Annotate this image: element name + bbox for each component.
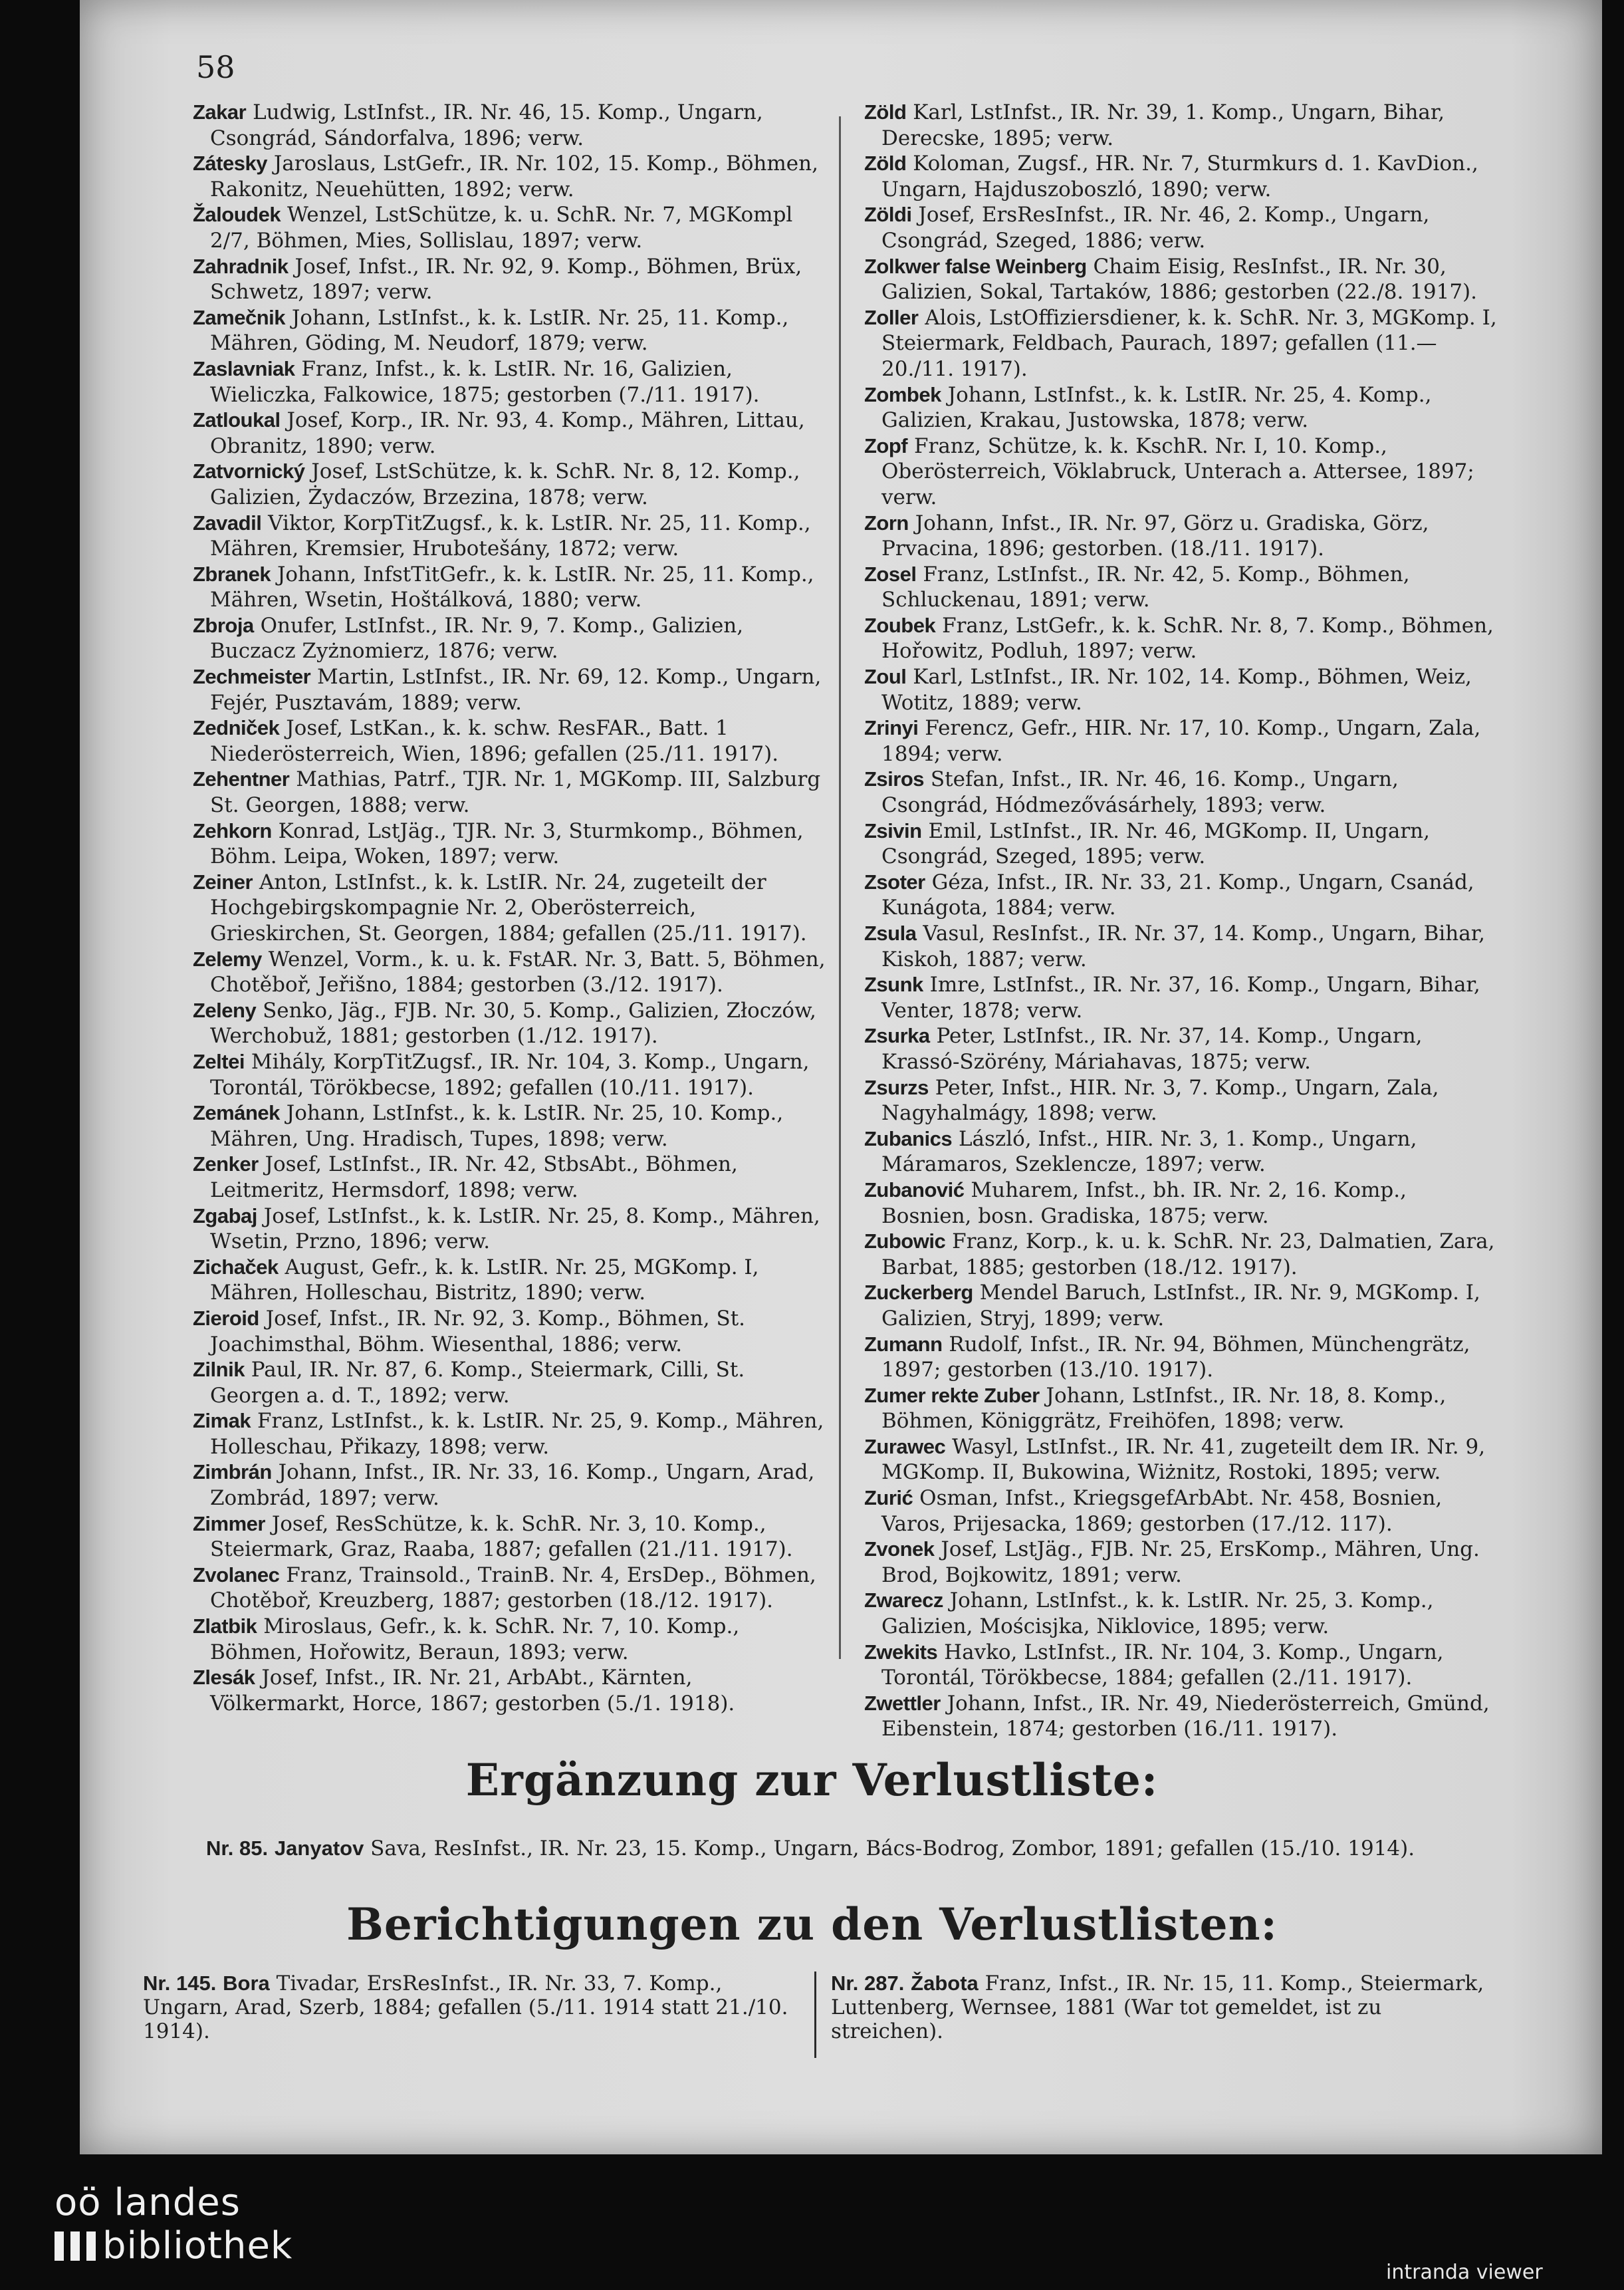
list-entry bbox=[193, 1255, 828, 1306]
entry-details: Franz, LstGefr., k. k. SchR. Nr. 8, 7. Komp., Böhmen, Hořowitz, Podluh, 1897; verw. bbox=[881, 613, 1494, 664]
entry-surname: Zosel bbox=[864, 562, 917, 586]
entry-details: Josef, LstJäg., FJB. Nr. 25, ErsKomp., Mähren, Ung. Brod, Bojkowitz, 1891; verw. bbox=[881, 1537, 1480, 1587]
entry-details: Rudolf, Infst., IR. Nr. 94, Böhmen, Münchengrätz, 1897; gestorben (13./10. 1917). bbox=[881, 1332, 1470, 1382]
list-entry bbox=[864, 921, 1499, 972]
entry-details: Martin, LstInfst., IR. Nr. 69, 12. Komp., Ungarn, Fejér, Pusztavám, 1889; verw. bbox=[210, 665, 822, 715]
supplement-text: Sava, ResInfst., IR. Nr. 23, 15. Komp., Ungarn, Bács-Bodrog, Zombor, 1891; gefallen (15./10. 1914). bbox=[364, 1837, 1415, 1860]
entry-surname: Zatvornický bbox=[193, 459, 305, 483]
library-logo-text-2: bibliothek bbox=[102, 2224, 293, 2267]
entry-details: Vasul, ResInfst., IR. Nr. 37, 14. Komp., Ungarn, Bihar, Kiskoh, 1887; verw. bbox=[881, 922, 1486, 971]
entry-details: Franz, Schütze, k. k. KschR. Nr. I, 10. Komp., Oberösterreich, Vöklabruck, Unterach a. Attersee, 1897; verw. bbox=[881, 434, 1474, 509]
entry-details: Josef, LstInfst., IR. Nr. 42, StbsAbt., Böhmen, Leitmeritz, Hermsdorf, 1898; verw. bbox=[210, 1152, 738, 1202]
entry-details: Chaim Eisig, ResInfst., IR. Nr. 30, Galizien, Sokal, Tartaków, 1886; gestorben (22./8. 1917). bbox=[881, 254, 1478, 305]
list-entry bbox=[864, 1023, 1499, 1075]
list-entry bbox=[193, 151, 828, 202]
list-entry bbox=[864, 1640, 1499, 1691]
list-entry bbox=[864, 254, 1499, 305]
entry-details: Johann, Infst., IR. Nr. 49, Niederösterreich, Gmünd, Eibenstein, 1874; gestorben (16./11. 1917). bbox=[881, 1691, 1490, 1741]
entry-surname: Zakar bbox=[193, 100, 247, 124]
supplement-heading: Ergänzung zur Verlustliste: bbox=[465, 1754, 1159, 1806]
entry-surname: Zichaček bbox=[193, 1255, 279, 1279]
library-logo-text[interactable]: oö landes bbox=[55, 2181, 241, 2224]
list-entry bbox=[193, 1563, 828, 1614]
entry-surname: Zemánek bbox=[193, 1101, 280, 1125]
entry-surname: Zopf bbox=[864, 434, 908, 457]
list-entry bbox=[864, 972, 1499, 1023]
list-entry bbox=[193, 664, 828, 715]
column-divider bbox=[839, 116, 841, 1659]
entry-surname: Zorn bbox=[864, 511, 909, 535]
entry-details: Jaroslaus, LstGefr., IR. Nr. 102, 15. Komp., Böhmen, Rakonitz, Neuehütten, 1892; verw. bbox=[210, 152, 818, 201]
list-entry bbox=[193, 1049, 828, 1100]
entry-surname: Zgabaj bbox=[193, 1204, 257, 1227]
entry-details: Josef, Korp., IR. Nr. 93, 4. Komp., Mähren, Littau, Obranitz, 1890; verw. bbox=[210, 408, 805, 458]
entry-surname: Zvonek bbox=[864, 1537, 935, 1561]
correction-name: Bora bbox=[223, 1972, 270, 1995]
correction-entry bbox=[831, 1972, 1489, 2043]
entry-surname: Zeltei bbox=[193, 1049, 245, 1073]
correction-entry bbox=[143, 1972, 801, 2043]
list-entry bbox=[864, 664, 1499, 715]
entry-details: Wenzel, LstSchütze, k. u. SchR. Nr. 7, MGKompl 2/7, Böhmen, Mies, Sollislau, 1897; verw. bbox=[210, 203, 793, 253]
list-entry bbox=[864, 1178, 1499, 1229]
entry-details: Konrad, LstJäg., TJR. Nr. 3, Sturmkomp., Böhmen, Böhm. Leipa, Woken, 1897; verw. bbox=[210, 819, 804, 869]
list-entry bbox=[193, 562, 828, 613]
entry-surname: Zelemy bbox=[193, 947, 262, 971]
entry-surname: Zedniček bbox=[193, 716, 280, 740]
correction-number: Nr. 287. bbox=[831, 1972, 905, 1995]
entry-surname: Zumann bbox=[864, 1332, 943, 1356]
list-entry bbox=[193, 947, 828, 998]
entry-surname: Zurić bbox=[864, 1486, 913, 1510]
list-entry bbox=[864, 100, 1499, 151]
entry-surname: Zlatbik bbox=[193, 1614, 257, 1638]
entry-surname: Zöld bbox=[864, 100, 907, 124]
list-entry bbox=[864, 562, 1499, 613]
list-entry bbox=[193, 1408, 828, 1460]
entry-details: Peter, Infst., HIR. Nr. 3, 7. Komp., Ungarn, Zala, Nagyhalmágy, 1898; verw. bbox=[881, 1075, 1439, 1126]
list-entry bbox=[193, 1460, 828, 1511]
entry-details: Alois, LstOffiziersdiener, k. k. SchR. Nr. 3, MGKomp. I, Steiermark, Feldbach, Paurach, 1897; gefallen (11.—20./11. 1917). bbox=[881, 305, 1497, 381]
correction-number: Nr. 145. bbox=[143, 1972, 217, 1995]
entry-details: Johann, InfstTitGefr., k. k. LstIR. Nr. 25, 11. Komp., Mähren, Wsetin, Hoštálková, 1880; verw. bbox=[210, 562, 814, 612]
entry-surname: Zvolanec bbox=[193, 1563, 280, 1587]
corrections-heading: Berichtigungen zu den Verlustlisten: bbox=[346, 1898, 1278, 1950]
viewer-footer bbox=[0, 2154, 1624, 2290]
entry-surname: Zátesky bbox=[193, 152, 267, 176]
list-entry bbox=[193, 254, 828, 305]
entry-surname: Zoubek bbox=[864, 613, 936, 637]
entry-surname: Zubowic bbox=[864, 1229, 946, 1253]
entry-details: Franz, Infst., k. k. LstIR. Nr. 16, Galizien, Wieliczka, Falkowice, 1875; gestorben (7./11. 1917). bbox=[210, 356, 760, 407]
entry-details: Anton, LstInfst., k. k. LstIR. Nr. 24, zugeteilt der Hochgebirgskompagnie Nr. 2, Oberösterreich, Grieskirchen, St. Georgen, 1884; gefallen (25./11. 1917). bbox=[210, 870, 807, 946]
entry-surname: Zöld bbox=[864, 152, 907, 176]
list-entry bbox=[864, 1588, 1499, 1639]
list-entry bbox=[193, 613, 828, 664]
list-entry bbox=[193, 998, 828, 1049]
supplement-name: Janyatov bbox=[274, 1837, 364, 1860]
list-entry bbox=[193, 1511, 828, 1563]
entry-details: Johann, Infst., IR. Nr. 33, 16. Komp., Ungarn, Arad, Zombrád, 1897; verw. bbox=[210, 1460, 815, 1511]
entry-details: Johann, LstInfst., k. k. LstIR. Nr. 25, 11. Komp., Mähren, Göding, M. Neudorf, 1879; verw. bbox=[210, 305, 789, 356]
list-entry bbox=[193, 1152, 828, 1203]
library-logo[interactable] bbox=[55, 2224, 292, 2267]
entry-details: Josef, LstSchütze, k. k. SchR. Nr. 8, 12. Komp., Galizien, Żydaczów, Brzezina, 1878; verw. bbox=[210, 459, 800, 509]
entry-details: Josef, LstInfst., k. k. LstIR. Nr. 25, 8. Komp., Mähren, Wsetin, Przno, 1896; verw. bbox=[210, 1204, 820, 1254]
list-entry bbox=[864, 870, 1499, 921]
entry-surname: Zeiner bbox=[193, 870, 253, 894]
entry-surname: Zsula bbox=[864, 922, 917, 945]
entry-surname: Zsiros bbox=[864, 767, 925, 791]
entry-surname: Zechmeister bbox=[193, 665, 311, 689]
entry-details: Johann, LstInfst., k. k. LstIR. Nr. 25, 10. Komp., Mähren, Ung. Hradisch, Tupes, 1898; verw. bbox=[210, 1101, 784, 1151]
entry-surname: Zimbrán bbox=[193, 1460, 272, 1484]
list-entry bbox=[193, 1306, 828, 1357]
list-entry bbox=[193, 1204, 828, 1255]
entry-details: Mendel Baruch, LstInfst., IR. Nr. 9, MGKomp. I, Galizien, Stryj, 1899; verw. bbox=[881, 1281, 1480, 1331]
entry-surname: Zehkorn bbox=[193, 819, 272, 842]
entry-details: Josef, ErsResInfst., IR. Nr. 46, 2. Komp., Ungarn, Csongrád, Szeged, 1886; verw. bbox=[881, 203, 1430, 253]
entry-surname: Zavadil bbox=[193, 511, 262, 535]
entry-details: Mathias, Patrf., TJR. Nr. 1, MGKomp. III, Salzburg St. Georgen, 1888; verw. bbox=[210, 767, 821, 818]
list-entry bbox=[864, 1075, 1499, 1126]
entry-surname: Zbroja bbox=[193, 613, 254, 637]
list-entry bbox=[864, 613, 1499, 664]
list-entry bbox=[864, 202, 1499, 253]
list-entry bbox=[864, 767, 1499, 818]
list-entry bbox=[864, 1485, 1499, 1537]
correction-text: Tivadar, ErsResInfst., IR. Nr. 33, 7. Komp., Ungarn, Arad, Szerb, 1884; gefallen (5./11. 1914 statt 21./10. 1914). bbox=[143, 1972, 788, 2043]
entry-details: Onufer, LstInfst., IR. Nr. 9, 7. Komp., Galizien, Buczacz Zyżnomierz, 1876; verw. bbox=[210, 613, 744, 664]
list-entry bbox=[864, 151, 1499, 202]
list-entry bbox=[193, 459, 828, 510]
entry-details: Mihály, KorpTitZugsf., IR. Nr. 104, 3. Komp., Ungarn, Torontál, Törökbecse, 1892; gefallen (10./11. 1917). bbox=[210, 1049, 810, 1100]
entry-details: Peter, LstInfst., IR. Nr. 37, 14. Komp., Ungarn, Krassó-Szörény, Máriahavas, 1875; verw. bbox=[881, 1024, 1423, 1074]
entry-surname: Zsoter bbox=[864, 870, 925, 894]
entry-details: Johann, LstInfst., k. k. LstIR. Nr. 25, 4. Komp., Galizien, Krakau, Justowska, 1878; verw. bbox=[881, 382, 1432, 433]
entry-surname: Zrinyi bbox=[864, 716, 919, 740]
entry-details: Emil, LstInfst., IR. Nr. 46, MGKomp. II, Ungarn, Csongrád, Szeged, 1895; verw. bbox=[881, 819, 1430, 869]
entry-surname: Zurawec bbox=[864, 1434, 946, 1458]
entry-surname: Zeleny bbox=[193, 998, 257, 1022]
list-entry bbox=[864, 1691, 1499, 1742]
entry-details: August, Gefr., k. k. LstIR. Nr. 25, MGKomp. I, Mähren, Holleschau, Bistritz, 1890; verw. bbox=[210, 1255, 759, 1305]
entry-details: Ferencz, Gefr., HIR. Nr. 17, 10. Komp., Ungarn, Zala, 1894; verw. bbox=[881, 716, 1481, 766]
entry-surname: Zenker bbox=[193, 1152, 259, 1176]
entry-surname: Zöldi bbox=[864, 203, 912, 227]
page-number: 58 bbox=[196, 49, 235, 85]
entry-surname: Žaloudek bbox=[193, 203, 281, 227]
correction-text: Franz, Infst., IR. Nr. 15, 11. Komp., Steiermark, Luttenberg, Wernsee, 1881 (War tot gemeldet, ist zu streichen). bbox=[831, 1972, 1484, 2043]
entry-details: Franz, LstInfst., IR. Nr. 42, 5. Komp., Böhmen, Schluckenau, 1891; verw. bbox=[881, 562, 1410, 612]
entry-surname: Zoul bbox=[864, 665, 907, 689]
entry-details: Josef, Infst., IR. Nr. 92, 9. Komp., Böhmen, Brüx, Schwetz, 1897; verw. bbox=[210, 254, 802, 305]
entry-surname: Zaslavniak bbox=[193, 356, 295, 380]
entry-details: Viktor, KorpTitZugsf., k. k. LstIR. Nr. 25, 11. Komp., Mähren, Kremsier, Hrubotešány, 1872; verw. bbox=[210, 511, 811, 561]
entry-details: Josef, Infst., IR. Nr. 21, ArbAbt., Kärnten, Völkermarkt, Horce, 1867; gestorben (5./1. 1918). bbox=[210, 1666, 735, 1716]
list-entry bbox=[864, 511, 1499, 562]
entry-details: Senko, Jäg., FJB. Nr. 30, 5. Komp., Galizien, Złoczów, Werchobuž, 1881; gestorben (1./12. 1917). bbox=[210, 998, 816, 1049]
list-entry bbox=[864, 1126, 1499, 1178]
library-logo-icon bbox=[55, 2231, 96, 2261]
list-entry bbox=[193, 1614, 828, 1665]
list-entry bbox=[864, 715, 1499, 767]
list-entry bbox=[193, 408, 828, 459]
entry-surname: Zieroid bbox=[193, 1306, 259, 1330]
corrections-divider bbox=[814, 1972, 816, 2058]
entry-surname: Zbranek bbox=[193, 562, 271, 586]
list-entry bbox=[864, 1280, 1499, 1331]
entry-surname: Zubanović bbox=[864, 1178, 965, 1202]
entry-details: Franz, Korp., k. u. k. SchR. Nr. 23, Dalmatien, Zara, Barbat, 1885; gestorben (18./12. 1917). bbox=[881, 1229, 1495, 1279]
entry-details: Koloman, Zugsf., HR. Nr. 7, Sturmkurs d. 1. KavDion., Ungarn, Hajduszoboszló, 1890; verw. bbox=[881, 152, 1478, 201]
list-entry bbox=[864, 434, 1499, 511]
entry-details: Wasyl, LstInfst., IR. Nr. 41, zugeteilt dem IR. Nr. 9, MGKomp. II, Bukowina, Wiżnitz, Rostoki, 1895; verw. bbox=[881, 1434, 1486, 1485]
entry-surname: Zatloukal bbox=[193, 408, 281, 432]
left-column bbox=[193, 100, 828, 1716]
entry-details: Imre, LstInfst., IR. Nr. 37, 16. Komp., Ungarn, Bihar, Venter, 1878; verw. bbox=[881, 973, 1480, 1023]
entry-surname: Zwarecz bbox=[864, 1589, 943, 1612]
list-entry bbox=[864, 1434, 1499, 1485]
entry-surname: Zamečnik bbox=[193, 305, 286, 329]
entry-surname: Zlesák bbox=[193, 1666, 255, 1690]
entry-details: Franz, Trainsold., TrainB. Nr. 4, ErsDep., Böhmen, Chotěboř, Kreuzberg, 1887; gestorben (18./12. 1917). bbox=[210, 1563, 816, 1613]
list-entry bbox=[193, 511, 828, 562]
entry-surname: Zuckerberg bbox=[864, 1281, 973, 1305]
entry-details: Muharem, Infst., bh. IR. Nr. 2, 16. Komp., Bosnien, bosn. Gradiska, 1875; verw. bbox=[881, 1178, 1407, 1228]
list-entry bbox=[193, 356, 828, 408]
entry-surname: Zsurzs bbox=[864, 1075, 929, 1099]
list-entry bbox=[193, 819, 828, 870]
right-column bbox=[864, 100, 1499, 1742]
entry-surname: Zimmer bbox=[193, 1511, 265, 1535]
entry-details: Paul, IR. Nr. 87, 6. Komp., Steiermark, Cilli, St. Georgen a. d. T., 1892; verw. bbox=[210, 1358, 745, 1408]
list-entry bbox=[193, 1357, 828, 1408]
entry-details: Karl, LstInfst., IR. Nr. 39, 1. Komp., Ungarn, Bihar, Derecske, 1895; verw. bbox=[881, 100, 1445, 150]
entry-details: Ludwig, LstInfst., IR. Nr. 46, 15. Komp., Ungarn, Csongrád, Sándorfalva, 1896; verw. bbox=[210, 100, 763, 150]
entry-surname: Zimak bbox=[193, 1409, 251, 1433]
entry-details: Johann, LstInfst., k. k. LstIR. Nr. 25, 3. Komp., Galizien, Mościsjka, Niklovice, 1895; verw. bbox=[881, 1589, 1434, 1639]
entry-details: Johann, LstInfst., IR. Nr. 18, 8. Komp., Böhmen, Königgrätz, Freihöfen, 1898; verw. bbox=[881, 1383, 1447, 1434]
entry-details: Stefan, Infst., IR. Nr. 46, 16. Komp., Ungarn, Csongrád, Hódmezővásárhely, 1893; verw. bbox=[881, 767, 1399, 818]
list-entry bbox=[193, 1665, 828, 1716]
list-entry bbox=[864, 382, 1499, 434]
list-entry bbox=[864, 1383, 1499, 1434]
correction-name: Žabota bbox=[911, 1972, 979, 1995]
entry-details: Miroslaus, Gefr., k. k. SchR. Nr. 7, 10. Komp., Böhmen, Hořowitz, Beraun, 1893; verw. bbox=[210, 1614, 740, 1664]
entry-surname: Zolkwer false Weinberg bbox=[864, 254, 1087, 278]
entry-surname: Zwettler bbox=[864, 1691, 941, 1715]
entry-details: László, Infst., HIR. Nr. 3, 1. Komp., Ungarn, Máramaros, Szeklencze, 1897; verw. bbox=[881, 1126, 1417, 1177]
entry-surname: Zilnik bbox=[193, 1358, 245, 1382]
list-entry bbox=[864, 305, 1499, 382]
list-entry bbox=[193, 100, 828, 151]
viewer-label: intranda viewer bbox=[1386, 2261, 1543, 2284]
entry-surname: Zwekits bbox=[864, 1640, 938, 1664]
entry-surname: Zubanics bbox=[864, 1126, 953, 1150]
entry-surname: Zoller bbox=[864, 305, 919, 329]
list-entry bbox=[193, 305, 828, 356]
list-entry bbox=[864, 1537, 1499, 1588]
entry-details: Johann, Infst., IR. Nr. 97, Görz u. Gradiska, Görz, Prvacina, 1896; gestorben. (18./11. 1917). bbox=[881, 511, 1429, 561]
entry-surname: Zombek bbox=[864, 382, 941, 406]
entry-surname: Zsunk bbox=[864, 973, 923, 997]
entry-details: Josef, Infst., IR. Nr. 92, 3. Komp., Böhmen, St. Joachimsthal, Böhm. Wiesenthal, 1886; verw. bbox=[210, 1306, 746, 1356]
entry-details: Franz, LstInfst., k. k. LstIR. Nr. 25, 9. Komp., Mähren, Holleschau, Přikazy, 1898; verw. bbox=[210, 1409, 824, 1459]
supplement-number: Nr. 85. bbox=[206, 1837, 269, 1860]
entry-details: Josef, LstKan., k. k. schw. ResFAR., Batt. 1 Niederösterreich, Wien, 1896; gefallen (25./11. 1917). bbox=[210, 716, 779, 766]
list-entry bbox=[864, 1332, 1499, 1383]
entry-details: Géza, Infst., IR. Nr. 33, 21. Komp., Ungarn, Csanád, Kunágota, 1884; verw. bbox=[881, 870, 1474, 920]
list-entry bbox=[193, 202, 828, 253]
list-entry bbox=[864, 1229, 1499, 1280]
entry-surname: Zsivin bbox=[864, 819, 922, 842]
entry-details: Wenzel, Vorm., k. u. k. FstAR. Nr. 3, Batt. 5, Böhmen, Chotěboř, Jeřišno, 1884; gestorben (3./12. 1917). bbox=[210, 947, 826, 997]
entry-details: Osman, Infst., KriegsgefArbAbt. Nr. 458, Bosnien, Varos, Prijesacka, 1869; gestorben (17./12. 117). bbox=[881, 1486, 1443, 1536]
entry-details: Havko, LstInfst., IR. Nr. 104, 3. Komp., Ungarn, Torontál, Törökbecse, 1884; gefallen (2./11. 1917). bbox=[881, 1640, 1444, 1690]
list-entry bbox=[193, 870, 828, 947]
entry-surname: Zehentner bbox=[193, 767, 290, 791]
entry-surname: Zsurka bbox=[864, 1024, 930, 1048]
entry-surname: Zumer rekte Zuber bbox=[864, 1383, 1040, 1407]
list-entry bbox=[193, 767, 828, 818]
list-entry bbox=[193, 1100, 828, 1152]
supplement-entry bbox=[206, 1835, 1469, 1862]
entry-details: Karl, LstInfst., IR. Nr. 102, 14. Komp., Böhmen, Weiz, Wotitz, 1889; verw. bbox=[881, 665, 1472, 715]
entry-surname: Zahradnik bbox=[193, 254, 289, 278]
entry-details: Josef, ResSchütze, k. k. SchR. Nr. 3, 10. Komp., Steiermark, Graz, Raaba, 1887; gefallen (21./11. 1917). bbox=[210, 1511, 793, 1562]
list-entry bbox=[864, 819, 1499, 870]
list-entry bbox=[193, 715, 828, 767]
